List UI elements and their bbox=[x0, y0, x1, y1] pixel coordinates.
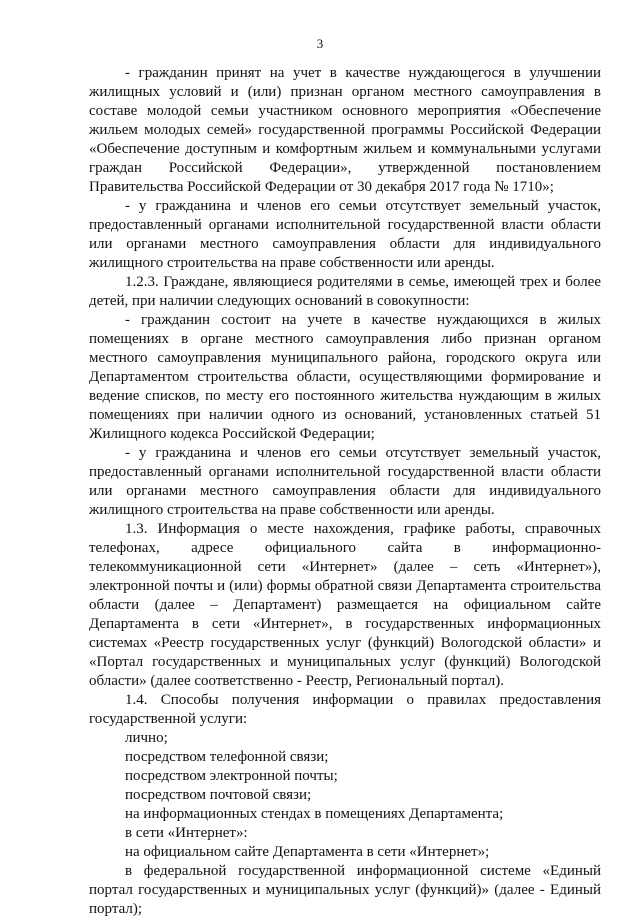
paragraph-housing-queue: - гражданин состоит на учете в качестве нуждающихся в жилых помещениях в органе местного самоуправления либо признан органом местного самоуправления муниципального района, городского округа или Департаментом строительства области, осуществляющими формирование и ведение списков, по месту его постоянного жительства нуждающим в жилых помещениях при наличии одного из оснований, установленных статьей 51 Жилищного кодекса Российской Федерации; bbox=[89, 312, 601, 442]
page-number: 3 bbox=[316, 36, 324, 51]
document-body bbox=[89, 64, 601, 919]
list-item: посредством почтовой связи; bbox=[125, 787, 312, 803]
paragraph-large-families: 1.2.3. Граждане, являющиеся родителями в семье, имеющей трех и более детей, при наличии следующих оснований в совокупности: bbox=[89, 274, 601, 309]
paragraph-applicant-registered: - гражданин принят на учет в качестве нуждающегося в улучшении жилищных условий и (или) признан органом местного самоуправления в составе молодой семьи участником основного мероприятия «Обеспечение жильем молодых семей» государственной программы Российской Федерации «Обеспечение доступным и комфортным жильем и коммунальными услугами граждан Российской Федерации», утвержденной постановлением Правительства Российской Федерации от 30 декабря 2017 года № 1710»; bbox=[89, 65, 601, 195]
list-item: посредством электронной почты; bbox=[125, 768, 338, 784]
paragraph-info-methods: 1.4. Способы получения информации о правилах предоставления государственной услуги: bbox=[89, 692, 601, 727]
list-item: лично; bbox=[125, 730, 168, 746]
paragraph-contact-info: 1.3. Информация о месте нахождения, графике работы, справочных телефонах, адресе официального сайта в информационно-телекоммуникационной сети «Интернет» (далее – сеть «Интернет»), электронной почты и (или) формы обратной связи Департамента строительства области (далее – Департамент) размещается на официальном сайте Департамента в сети «Интернет», в государственных информационных системах «Реестр государственных услуг (функций) Вологодской области» и «Портал государственных и муниципальных услуг (функций) Вологодской области» (далее соответственно - Реестр, Региональный портал). bbox=[89, 521, 601, 689]
paragraph-no-land-plot: - у гражданина и членов его семьи отсутствует земельный участок, предоставленный органами исполнительной государственной власти области или органами местного самоуправления области для индивидуального жилищного строительства на праве собственности или аренды. bbox=[89, 198, 601, 271]
list-item: на информационных стендах в помещениях Департамента; bbox=[125, 806, 504, 822]
paragraph-unified-portal: в федеральной государственной информационной системе «Единый портал государственных и муниципальных услуг (функций)» (далее - Единый портал); bbox=[89, 863, 601, 917]
list-item: на официальном сайте Департамента в сети «Интернет»; bbox=[125, 844, 490, 860]
paragraph-no-land-plot-2: - у гражданина и членов его семьи отсутствует земельный участок, предоставленный органами исполнительной государственной власти области или органами местного самоуправления области для индивидуального жилищного строительства на праве собственности или аренды. bbox=[89, 445, 601, 518]
list-item: в сети «Интернет»: bbox=[125, 825, 248, 841]
list-item: посредством телефонной связи; bbox=[125, 749, 329, 765]
